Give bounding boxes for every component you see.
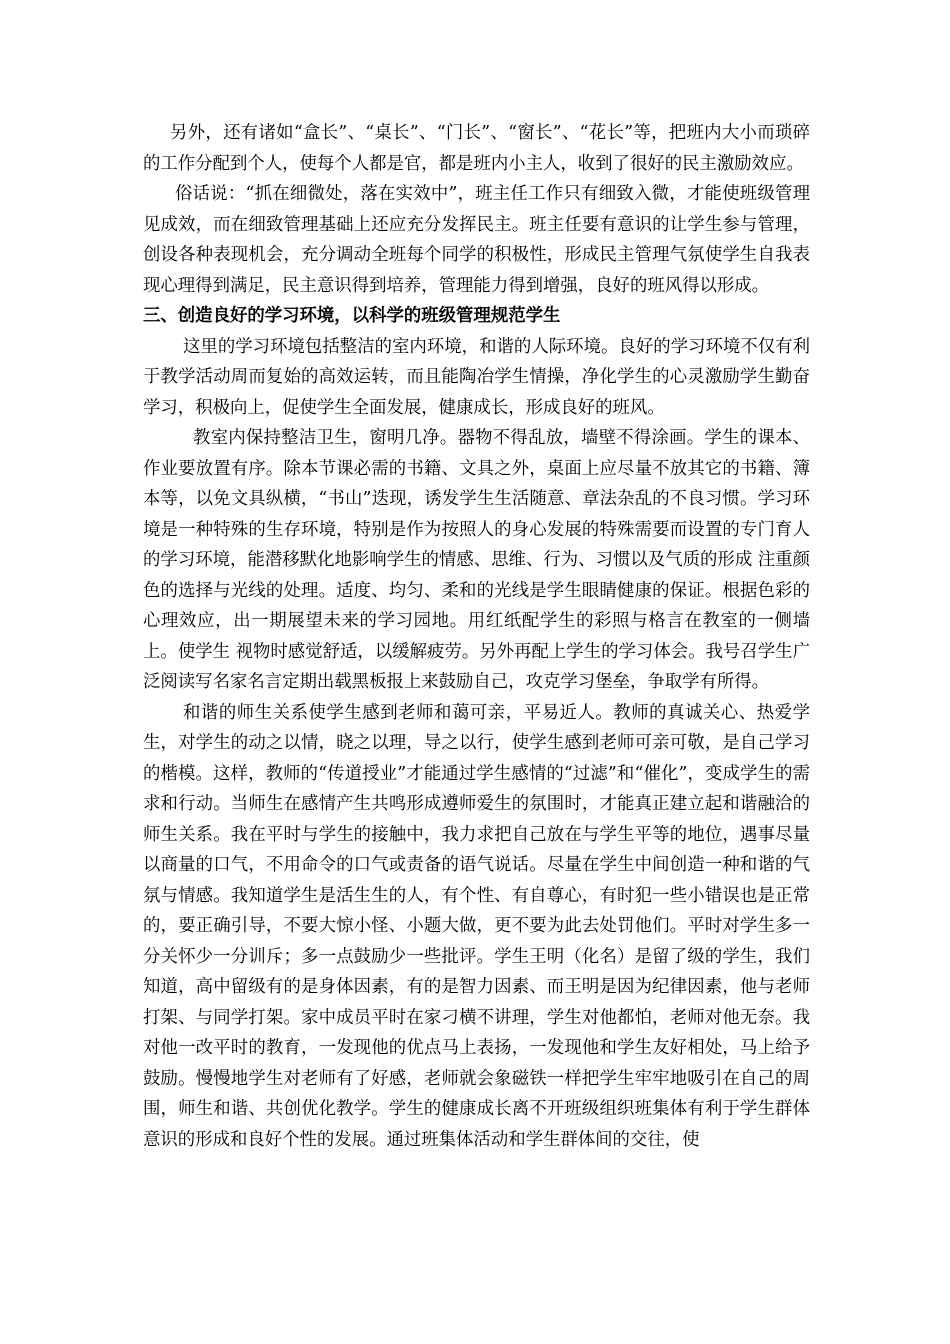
body-paragraph: 俗话说：“抓在细微处，落在实效中”，班主任工作只有细致入微，才能使班级管理见成效，而在细致管理基础上还应充分发挥民主。班主任要有意识的让学生参与管理，创设各种表现机会，充分调动全班每个同学的积极性，形成民主管理气氛使学生自我表现心理得到满足，民主意识得到培养，管理能力得到增强，良好的班风得以形成。: [143, 184, 810, 296]
body-paragraph: 另外，还有诸如“盒长”、“桌长”、“门长”、“窗长”、“花长”等，把班内大小而琐碎的工作分配到个人，使每个人都是官，都是班内小主人，收到了很好的民主激励效应。: [143, 123, 810, 174]
section-heading: 三、创造良好的学习环境，以科学的班级管理规范学生: [143, 306, 561, 326]
section-paragraph: 和谐的师生关系使学生感到老师和蔼可亲，平易近人。教师的真诚关心、热爱学生，对学生的动之以情，晓之以理，导之以行，使学生感到老师可亲可敬，是自己学习的楷模。这样，教师的“传道授业”才能通过学生感情的“过滤”和“催化”，变成学生的需求和行动。当师生在感情产生共鸣形成遵师爱生的氛围时，才能真正建立起和谐融洽的师生关系。我在平时与学生的接触中，我力求把自己放在与学生平等的地位，遇事尽量以商量的口气，不用命令的口气或责备的语气说话。尽量在学生中间创造一种和谐的气氛与情感。我知道学生是活生生的人，有个性、有自尊心，有时犯一些小错误也是正常的，要正确引导，不要大惊小怪、小题大做，更不要为此去处罚他们。平时对学生多一分关怀少一分训斥；多一点鼓励少一些批评。学生王明（化名）是留了级的学生，我们知道，高中留级有的是身体因素，有的是智力因素、而王明是因为纪律因素，他与老师打架、与同学打架。家中成员平时在家刁横不讲理，学生对他都怕，老师对他无奈。我对他一改平时的教育，一发现他的优点马上表扬，一发现他和学生友好相处，马上给予鼓励。慢慢地学生对老师有了好感，老师就会象磁铁一样把学生牢牢地吸引在自己的周围，师生和谐、共创优化教学。学生的健康成长离不开班级组织班集体有利于学生群体意识的形成和良好个性的发展。通过班集体活动和学生群体间的交往，使: [143, 702, 810, 1150]
section-paragraph: 这里的学习环境包括整洁的室内环境，和谐的人际环境。良好的学习环境不仅有利于教学活动周而复始的高效运转，而且能陶冶学生情操，净化学生的心灵激励学生勤奋学习，积极向上，促使学生全面发展，健康成长，形成良好的班风。: [143, 336, 810, 418]
document-page: [143, 118, 810, 1155]
section-paragraph: 教室内保持整洁卫生，窗明几净。器物不得乱放，墙壁不得涂画。学生的课本、作业要放置有序。除本节课必需的书籍、文具之外，桌面上应尽量不放其它的书籍、簿本等，以免文具纵横，“书山”迭现，诱发学生生活随意、章法杂乱的不良习惯。学习环境是一种特殊的生存环境，特别是作为按照人的身心发展的特殊需要而设置的专门育人的学习环境，能潜移默化地影响学生的情感、思维、行为、习惯以及气质的形成 注重颜色的选择与光线的处理。适度、均匀、柔和的光线是学生眼睛健康的保证。根据色彩的心理效应，出一期展望未来的学习园地。用红纸配学生的彩照与格言在教室的一侧墙上。使学生 视物时感觉舒适，以缓解疲劳。另外再配上学生的学习体会。我号召学生广泛阅读写名家名言定期出载黑板报上来鼓励自己，攻克学习堡垒，争取学有所得。: [143, 428, 810, 692]
